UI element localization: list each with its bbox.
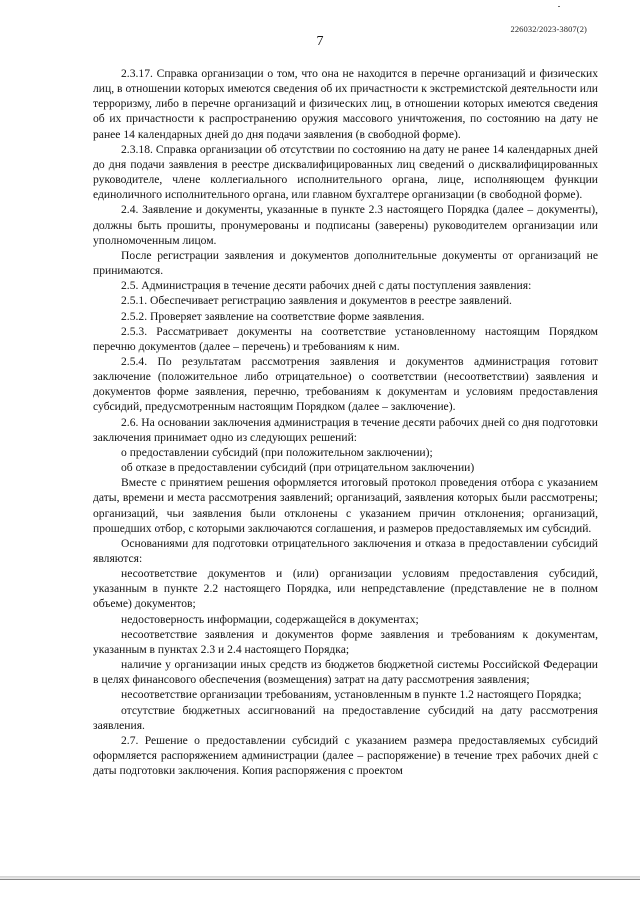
decision-option-grant: о предоставлении субсидий (при положительном заключении); — [121, 445, 433, 459]
refusal-ground-4: наличие у организации иных средств из бюджетов бюджетной системы Российской Федерации в целях финансового обеспечения (возмещения) затрат на дату рассмотрения заявления; — [93, 658, 598, 687]
document-registration-number: 226032/2023-3807(2) — [510, 24, 587, 34]
page-number: 7 — [316, 34, 324, 49]
paragraph-2-4-note: После регистрации заявления и документов дополнительные документы от организаций не принимаются. — [93, 248, 598, 278]
paragraph-2-4: 2.4. Заявление и документы, указанные в пункте 2.3 настоящего Порядка (далее – документы), должны быть прошиты, пронумерованы и подписаны (заверены) руководителем организации или уполномоченным лицом. — [93, 203, 598, 247]
paragraph-2-7: 2.7. Решение о предоставлении субсидий с указанием размера предоставляемых субсидий оформляется распоряжением администрации (далее – распоряжение) в течение трех рабочих дней с даты подготовки заключения. Копия распоряжения с проектом — [93, 733, 598, 778]
decision-option-refuse: об отказе в предоставлении субсидий (при отрицательном заключении) — [121, 461, 475, 475]
refusal-ground-2: недостоверность информации, содержащейся в документах; — [121, 612, 419, 626]
refusal-ground-5: несоответствие организации требованиям, установленным в пункте 1.2 настоящего Порядка; — [121, 688, 582, 702]
paragraph-protocol: Вместе с принятием решения оформляется итоговый протокол проведения отбора с указанием даты, времени и места рассмотрения заявлений; организаций, заявления которых были рассмотрены; организаций, чьи заявления были отклонены с указанием причин отклонения; организаций, прошедших отбор, с которыми заключаются соглашения, и размеров предоставляемых им субсидий. — [93, 476, 598, 535]
paragraph-2-5-2: 2.5.2. Проверяет заявление на соответствие форме заявления. — [121, 309, 425, 323]
paragraph-2-5-4: 2.5.4. По результатам рассмотрения заявления и документов администрация готовит заключение (положительное либо отрицательное) о соответствии (несоответствии) заявления и документов форме заявления, перечню, требованиям к документам и условиям предоставления субсидий, предусмотренным настоящим Порядком (далее – заключение). — [93, 354, 598, 414]
paragraph-2-5-3: 2.5.3. Рассматривает документы на соответствие установленному настоящим Порядком перечню документов (далее – перечень) и требованиям к ним. — [93, 324, 598, 353]
paragraph-2-5: 2.5. Администрация в течение десяти рабочих дней с даты поступления заявления: — [121, 279, 532, 293]
scan-bottom-line — [0, 879, 640, 880]
paragraph-2-3-17: 2.3.17. Справка организации о том, что она не находится в перечне организаций и физических лиц, в отношении которых имеются сведения об их причастности к экстремистской деятельности или терроризму, либо в перечне организаций и физических лиц, в отношении которых имеются сведения об их причастности к распространению оружия массового уничтожения, по состоянию на дату не ранее 14 календарных дней до дня подачи заявления (в свободной форме). — [93, 67, 598, 141]
paragraph-2-3-18: 2.3.18. Справка организации об отсутствии по состоянию на дату не ранее 14 календарных дней до дня подачи заявления в реестре дисквалифицированных лиц сведений о дисквалифицированных руководителе, члене коллегиального исполнительного органа, лице, исполняющем функции единоличного исполнительного органа, или главном бухгалтере организации (в свободной форме). — [93, 142, 598, 202]
refusal-ground-3: несоответствие заявления и документов форме заявления и требованиям к документам, указанным в пунктах 2.3 и 2.4 настоящего Порядка; — [93, 627, 598, 656]
refusal-ground-1: несоответствие документов и (или) организации условиям предоставления субсидий, указанным в пункте 2.2 настоящего Порядка, или непредставление (представление не в полном объеме) документов; — [93, 567, 598, 611]
paragraph-2-6: 2.6. На основании заключения администрация в течение десяти рабочих дней со дня подготовки заключения принимает одно из следующих решений: — [93, 415, 598, 444]
paragraph-2-5-1: 2.5.1. Обеспечивает регистрацию заявления и документов в реестре заявлений. — [121, 294, 512, 308]
document-body — [93, 66, 598, 778]
refusal-ground-6: отсутствие бюджетных ассигнований на предоставление субсидий на дату рассмотрения заявления. — [93, 703, 598, 732]
scan-speck — [558, 6, 560, 7]
paragraph-refusal-grounds: Основаниями для подготовки отрицательного заключения и отказа в предоставлении субсидий являются: — [93, 536, 598, 565]
